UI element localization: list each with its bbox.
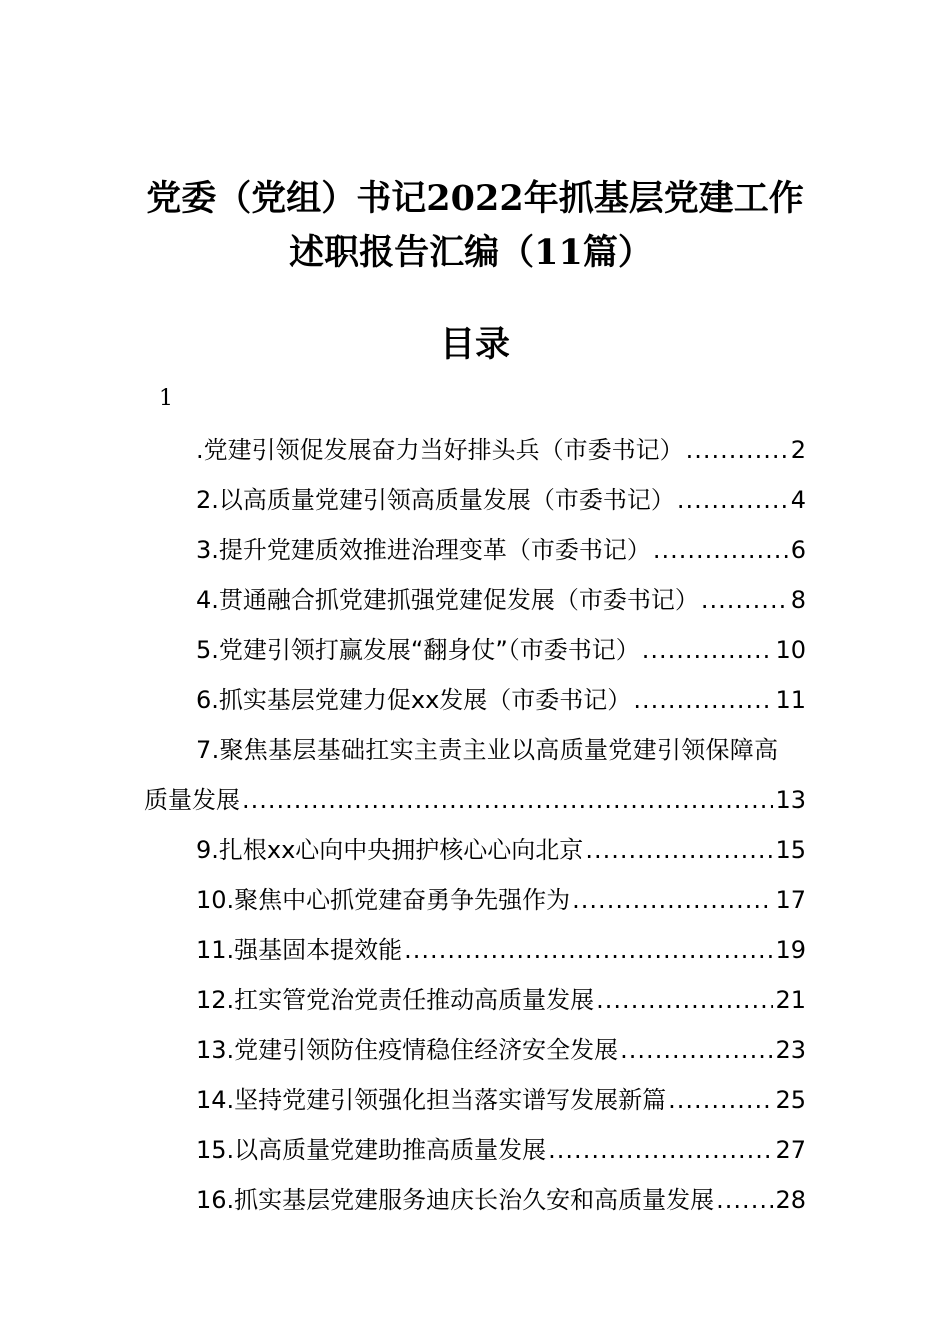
toc-entry[interactable]: [144, 625, 806, 675]
toc-leader-dots: [620, 1025, 773, 1075]
toc-entry-page: 19: [775, 936, 806, 964]
toc-entry-title: 6.抓实基层党建力促xx发展（市委书记）: [196, 686, 632, 714]
toc-entry-page: 17: [775, 886, 806, 914]
toc-entry-page: 23: [775, 1036, 806, 1064]
toc-entry-page: 13: [775, 786, 806, 814]
toc-entry-page: 4: [790, 486, 806, 514]
toc-entry-title: 15.以高质量党建助推高质量发展: [196, 1136, 547, 1164]
toc-entry-title-line-2: 质量发展: [144, 786, 240, 814]
toc-entry-page: 25: [775, 1086, 806, 1114]
toc-leader-dots: [596, 975, 773, 1025]
toc-entry-title-line-1[interactable]: 7.聚焦基层基础扛实主责主业以高质量党建引领保障高: [196, 736, 779, 764]
table-of-contents: [144, 425, 806, 1225]
toc-entry-page: 2: [790, 436, 806, 464]
toc-entry-title: 12.扛实管党治党责任推动高质量发展: [196, 986, 595, 1014]
toc-leader-dots: [633, 675, 773, 725]
toc-entry[interactable]: [144, 475, 806, 525]
toc-entry-page: 27: [775, 1136, 806, 1164]
toc-leader-dots: [653, 525, 789, 575]
toc-entry[interactable]: [144, 775, 806, 825]
toc-entry-page: 21: [775, 986, 806, 1014]
toc-leader-dots: [242, 775, 773, 825]
toc-entry[interactable]: [144, 925, 806, 975]
toc-entry-title: 4.贯通融合抓党建抓强党建促发展（市委书记）: [196, 586, 699, 614]
toc-entry-page: 6: [790, 536, 806, 564]
toc-leader-dots: [686, 425, 789, 475]
toc-entry-title: 10.聚焦中心抓党建奋勇争先强作为: [196, 886, 571, 914]
toc-entry-page: 15: [775, 836, 806, 864]
toc-entry-title: 16.抓实基层党建服务迪庆长治久安和高质量发展: [196, 1186, 715, 1214]
title-line-2: 述职报告汇编（11篇）: [289, 232, 653, 273]
toc-entry-title: 2.以高质量党建引领高质量发展（市委书记）: [196, 486, 675, 514]
toc-entry[interactable]: [144, 1125, 806, 1175]
toc-entry[interactable]: [144, 1075, 806, 1125]
toc-entry[interactable]: [144, 1175, 806, 1225]
toc-leader-dots: [548, 1125, 773, 1175]
toc-entry-title: 14.坚持党建引领强化担当落实谱写发展新篇: [196, 1086, 667, 1114]
toc-entry-page: 8: [790, 586, 806, 614]
document-title: [0, 172, 950, 280]
toc-entry-page: 11: [775, 686, 806, 714]
toc-entry-title: 13.党建引领防住疫情稳住经济安全发展: [196, 1036, 619, 1064]
toc-entry-title: 11.强基固本提效能: [196, 936, 403, 964]
toc-heading: 目录: [439, 324, 510, 365]
toc-entry[interactable]: [144, 575, 806, 625]
toc-entry-page: 28: [775, 1186, 806, 1214]
toc-leader-dots: [716, 1175, 773, 1225]
title-line-1: 党委（党组）书记2022年抓基层党建工作: [146, 178, 804, 219]
toc-entry-title: .党建引领促发展奋力当好排头兵（市委书记）: [196, 436, 684, 464]
toc-leader-dots: [677, 475, 789, 525]
toc-entry[interactable]: [144, 875, 806, 925]
toc-entry[interactable]: [144, 525, 806, 575]
toc-entry-page: 10: [775, 636, 806, 664]
toc-entry-title: 3.提升党建质效推进治理变革（市委书记）: [196, 536, 651, 564]
stray-number: 1: [159, 386, 173, 411]
toc-entry[interactable]: [144, 975, 806, 1025]
toc-leader-dots: [642, 625, 774, 675]
toc-entry-title: 9.扎根xx心向中央拥护核心心向北京: [196, 836, 584, 864]
toc-entry-title: 5.党建引领打赢发展“翻身仗”（市委书记）: [196, 636, 640, 664]
toc-entry[interactable]: [144, 825, 806, 875]
toc-leader-dots: [585, 825, 773, 875]
toc-entry[interactable]: [144, 425, 806, 475]
toc-leader-dots: [701, 575, 789, 625]
toc-leader-dots: [668, 1075, 773, 1125]
toc-entry[interactable]: [144, 675, 806, 725]
toc-leader-dots: [572, 875, 773, 925]
toc-entry[interactable]: [144, 1025, 806, 1075]
toc-leader-dots: [404, 925, 773, 975]
